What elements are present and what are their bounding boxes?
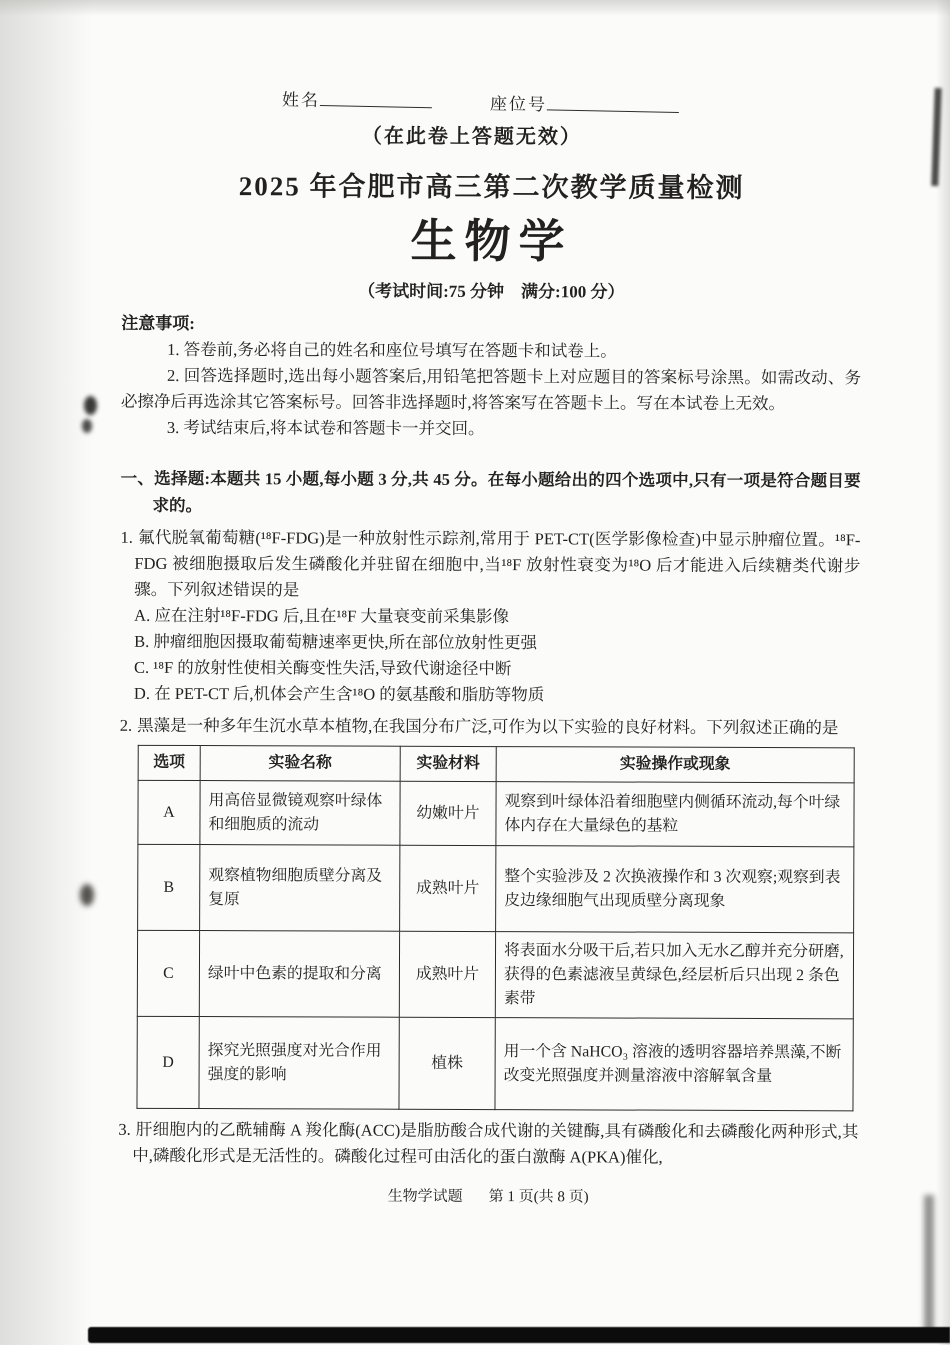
scan-artifact-right-bottom — [924, 1195, 934, 1335]
seat-blank-line — [547, 95, 679, 113]
question-1-stem-text: 氟代脱氧葡萄糖(¹⁸F-FDG)是一种放射性示踪剂,常用于 PET-CT(医学影像检查)中显示肿瘤位置。¹⁸F-FDG 被细胞摄取后发生磷酸化并驻留在细胞中,当¹⁸F 放射性衰变为¹⁸O 后才能进入后续糖类代谢步骤。下列叙述错误的是 — [134, 527, 861, 600]
seat-label: 座位号 — [489, 94, 548, 115]
notes-title: 注意事项: — [121, 313, 195, 334]
cell-c-material: 成熟叶片 — [399, 931, 495, 1017]
cell-c-option: C — [137, 930, 199, 1016]
seat-field — [490, 94, 679, 117]
cell-d-phenomenon: 用一个含 NaHCO₃ 溶液的透明容器培养黑藻,不断改变光照强度并测量溶液中溶解氧含量 — [495, 1018, 853, 1111]
question-2-number: 2. — [119, 715, 133, 735]
question-1-option-b: B. 肿瘤细胞因摄取葡萄糖速率更快,所在部位放射性更强 — [134, 631, 538, 653]
page-footer — [118, 1185, 858, 1210]
table-row-b — [138, 844, 854, 932]
cell-b-phenomenon: 整个实验涉及 2 次换液操作和 3 次观察;观察到表皮边缘细胞气出现质壁分离现象 — [496, 846, 854, 933]
cell-a-material: 幼嫩叶片 — [400, 781, 496, 845]
footer-page-number: 第 1 页(共 8 页) — [488, 1189, 589, 1206]
note-item-2: 2. 回答选择题时,选出每小题答案后,用铅笔把答题卡上对应题目的答案标号涂黑。如需改动、务必擦净后再选涂其它答案标号。回答非选择题时,将答案写在答题卡上。写在本试卷上无效。 — [120, 365, 862, 414]
exam-title: 2025 年合肥市高三第二次教学质量检测 — [238, 171, 745, 203]
question-1-number: 1. — [120, 527, 133, 547]
name-label: 姓名 — [281, 90, 321, 111]
question-1-option-c: C. ¹⁸F 的放射性使相关酶变性失活,导致代谢途径中断 — [133, 657, 512, 679]
question-2 — [118, 713, 859, 1112]
table-row-c — [137, 930, 853, 1018]
table-header-material: 实验材料 — [400, 746, 496, 781]
question-1-option-a: A. 应在注射¹⁸F-FDG 后,且在¹⁸F 大量衰变前采集影像 — [134, 605, 510, 627]
question-3 — [118, 1117, 858, 1172]
question-3-stem — [118, 1117, 858, 1172]
cell-a-name: 用高倍显微镜观察叶绿体和细胞质的流动 — [200, 781, 400, 846]
table-row-a — [138, 780, 854, 846]
cell-c-name: 绿叶中色素的提取和分离 — [199, 931, 399, 1018]
question-2-stem-text: 黑藻是一种多年生沉水草本植物,在我国分布广泛,可作为以下实验的良好材料。下列叙述正确的是 — [137, 715, 839, 738]
question-1-option-d: D. 在 PET-CT 后,机体会产生含¹⁸O 的氨基酸和脂肪等物质 — [133, 683, 545, 705]
table-header-phenomenon: 实验操作或现象 — [496, 747, 854, 783]
table-row-d — [137, 1016, 853, 1110]
scan-artifact-left-smudge-1 — [84, 396, 97, 415]
experiment-table — [136, 745, 854, 1112]
table-header-name: 实验名称 — [200, 746, 400, 782]
name-field — [282, 90, 432, 112]
footer-exam-name: 生物学试题 — [387, 1188, 463, 1205]
question-1-options — [120, 603, 860, 710]
cell-b-name: 观察植物细胞质壁分离及复原 — [200, 845, 400, 932]
question-2-stem — [120, 713, 860, 742]
exam-info-line: （考试时间:75 分钟 满分:100 分） — [358, 281, 625, 302]
notes-section — [121, 311, 861, 444]
question-3-number: 3. — [118, 1119, 131, 1139]
scan-artifact-bottom-bar — [88, 1327, 950, 1343]
question-1 — [120, 525, 861, 710]
section-one-header: 一、选择题:本题共 15 小题,每小题 3 分,共 45 分。在每小题给出的四个选项中,只有一项是符合题目要求的。 — [120, 468, 861, 516]
scan-artifact-left-smudge-2 — [82, 419, 92, 433]
scan-artifact-left-smudge-3 — [80, 884, 94, 906]
name-blank-line — [320, 91, 432, 108]
cell-d-option: D — [137, 1016, 199, 1108]
subject-title: 生物学 — [410, 215, 573, 268]
cell-a-option: A — [138, 780, 200, 844]
table-header-row — [138, 745, 854, 782]
cell-d-material: 植株 — [399, 1017, 495, 1109]
cell-b-material: 成熟叶片 — [400, 845, 496, 931]
cell-c-phenomenon: 将表面水分吸干后,若只加入无水乙醇并充分研磨,获得的色素滤液呈黄绿色,经层析后只出现 2 条色素带 — [495, 932, 853, 1019]
question-3-stem-text: 肝细胞内的乙酰辅酶 A 羧化酶(ACC)是脂肪酸合成代谢的关键酶,具有磷酸化和去磷酸化两种形式,其中,磷酸化形式是无活性的。磷酸化过程可由活化的蛋白激酶 A(PKA)催化, — [132, 1119, 859, 1167]
answer-invalid-notice: （在此卷上答题无效） — [361, 125, 582, 149]
cell-d-name: 探究光照强度对光合作用强度的影响 — [199, 1017, 399, 1110]
name-seat-row — [282, 87, 862, 124]
note-item-1: 1. 答卷前,务必将自己的姓名和座位号填写在答题卡和试卷上。 — [167, 339, 617, 361]
note-item-3: 3. 考试结束后,将本试卷和答题卡一并交回。 — [166, 417, 485, 439]
table-header-option: 选项 — [138, 745, 200, 780]
cell-a-phenomenon: 观察到叶绿体沿着细胞壁内侧循环流动,每个叶绿体内存在大量绿色的基粒 — [496, 782, 854, 847]
cell-b-option: B — [138, 844, 200, 930]
question-1-stem — [120, 525, 860, 606]
